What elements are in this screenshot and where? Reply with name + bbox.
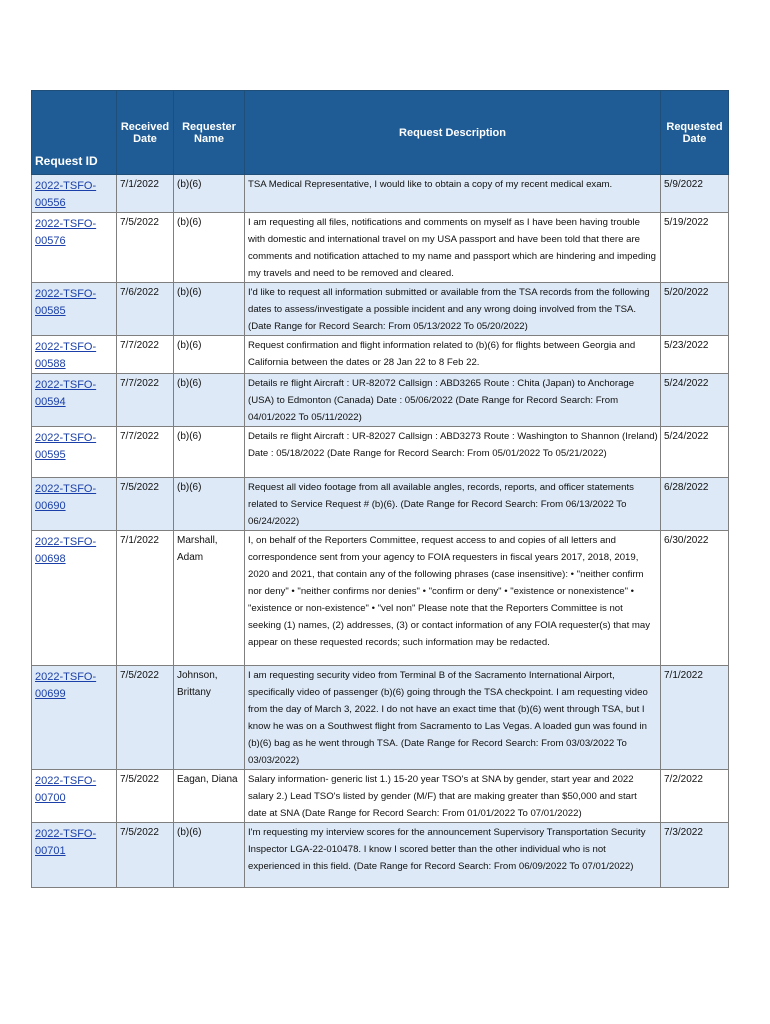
table-row: [32, 823, 729, 888]
requester-name: Eagan, Diana: [174, 770, 245, 823]
foia-request-log: [31, 90, 728, 888]
header-request-id: Request ID: [32, 91, 117, 175]
request-table: [31, 90, 729, 888]
request-description: I'm requesting my interview scores for the announcement Supervisory Transportation Security Inspector LGA-22-010478. I know I scored better than the other individual who is not experienced in this field. (Date Range for Record Search: From 06/09/2022 To 07/01/2022): [245, 823, 661, 888]
requester-name: (b)(6): [174, 175, 245, 213]
received-date: 7/1/2022: [117, 531, 174, 666]
table-row: [32, 478, 729, 531]
request-id-link[interactable]: 2022-TSFO-00595: [32, 427, 117, 478]
requested-date: 5/23/2022: [661, 336, 729, 374]
header-request-description: Request Description: [245, 91, 661, 175]
requested-date: 7/3/2022: [661, 823, 729, 888]
table-row: [32, 666, 729, 770]
request-id-link[interactable]: 2022-TSFO-00701: [32, 823, 117, 888]
request-description: I, on behalf of the Reporters Committee, request access to and copies of all letters and correspondence sent from your agency to FOIA requesters in fiscal years 2017, 2018, 2019, 2020 and 2021, that contain any of the following phrases (case insensitive): • "neither confirm nor deny" • "neither confirms nor denies" • "confirm or deny" • "existence or nonexistence" • "existence or non-existence" • "vel non" Please note that the Reporters Committee is not seeking (1) names, (2) addresses, (3) or contact information of any FOIA requester(s) that may appear on these requested records; such information may be redacted.: [245, 531, 661, 666]
received-date: 7/5/2022: [117, 666, 174, 770]
request-description: Request all video footage from all available angles, records, reports, and officer statements related to Service Request # (b)(6). (Date Range for Record Search: From 06/13/2022 To 06/24/2022): [245, 478, 661, 531]
header-received-date: Received Date: [117, 91, 174, 175]
table-row: [32, 770, 729, 823]
table-row: [32, 175, 729, 213]
request-id-link[interactable]: 2022-TSFO-00556: [32, 175, 117, 213]
received-date: 7/6/2022: [117, 283, 174, 336]
requester-name: (b)(6): [174, 283, 245, 336]
requested-date: 6/30/2022: [661, 531, 729, 666]
header-requested-date: Requested Date: [661, 91, 729, 175]
requester-name: (b)(6): [174, 823, 245, 888]
table-row: [32, 374, 729, 427]
request-description: Salary information- generic list 1.) 15-20 year TSO's at SNA by gender, start year and 2022 salary 2.) Lead TSO's listed by gender (M/F) that are making greater than $50,000 and start date at SNA (Date Range for Record Search: From 01/01/2022 To 07/01/2022): [245, 770, 661, 823]
table-row: [32, 213, 729, 283]
request-id-link[interactable]: 2022-TSFO-00700: [32, 770, 117, 823]
requested-date: 5/20/2022: [661, 283, 729, 336]
requester-name: (b)(6): [174, 427, 245, 478]
request-description: Details re flight Aircraft : UR-82072 Callsign : ABD3265 Route : Chita (Japan) to Anchorage (USA) to Edmonton (Canada) Date : 05/06/2022 (Date Range for Record Search: From 04/01/2022 To 05/11/2022): [245, 374, 661, 427]
request-id-link[interactable]: 2022-TSFO-00585: [32, 283, 117, 336]
received-date: 7/5/2022: [117, 823, 174, 888]
table-row: [32, 336, 729, 374]
requester-name: (b)(6): [174, 374, 245, 427]
table-row: [32, 427, 729, 478]
header-row: [32, 91, 729, 175]
requester-name: Marshall, Adam: [174, 531, 245, 666]
request-id-link[interactable]: 2022-TSFO-00594: [32, 374, 117, 427]
request-id-link[interactable]: 2022-TSFO-00576: [32, 213, 117, 283]
received-date: 7/7/2022: [117, 374, 174, 427]
request-id-link[interactable]: 2022-TSFO-00699: [32, 666, 117, 770]
request-description: Details re flight Aircraft : UR-82027 Callsign : ABD3273 Route : Washington to Shannon (Ireland) Date : 05/18/2022 (Date Range for Record Search: From 05/01/2022 To 05/21/2022): [245, 427, 661, 478]
request-id-link[interactable]: 2022-TSFO-00698: [32, 531, 117, 666]
header-requester-name: Requester Name: [174, 91, 245, 175]
requested-date: 6/28/2022: [661, 478, 729, 531]
requester-name: (b)(6): [174, 478, 245, 531]
requested-date: 5/24/2022: [661, 427, 729, 478]
request-description: TSA Medical Representative, I would like to obtain a copy of my recent medical exam.: [245, 175, 661, 213]
received-date: 7/7/2022: [117, 336, 174, 374]
received-date: 7/5/2022: [117, 213, 174, 283]
requested-date: 5/9/2022: [661, 175, 729, 213]
request-description: I am requesting security video from Terminal B of the Sacramento International Airport, specifically video of passenger (b)(6) going through the TSA checkpoint. I am requesting video from the day of March 3, 2022. I do not have an exact time that (b)(6) went through TSA, but I know he was on a Southwest flight from Sacramento to Las Vegas. A loaded gun was found in (b)(6) bag as he went through TSA. (Date Range for Record Search: From 03/03/2022 To 03/03/2022): [245, 666, 661, 770]
requested-date: 7/1/2022: [661, 666, 729, 770]
requester-name: Johnson, Brittany: [174, 666, 245, 770]
requested-date: 5/19/2022: [661, 213, 729, 283]
requester-name: (b)(6): [174, 336, 245, 374]
request-description: I am requesting all files, notifications and comments on myself as I have been having trouble with domestic and international travel on my USA passport and have been told that there are comments and notification attached to my name and passport which are hindering and impeding my travels and need to be removed and cleared.: [245, 213, 661, 283]
table-row: [32, 283, 729, 336]
received-date: 7/7/2022: [117, 427, 174, 478]
received-date: 7/1/2022: [117, 175, 174, 213]
received-date: 7/5/2022: [117, 770, 174, 823]
received-date: 7/5/2022: [117, 478, 174, 531]
requested-date: 5/24/2022: [661, 374, 729, 427]
table-row: [32, 531, 729, 666]
requested-date: 7/2/2022: [661, 770, 729, 823]
requester-name: (b)(6): [174, 213, 245, 283]
request-id-link[interactable]: 2022-TSFO-00588: [32, 336, 117, 374]
request-description: I'd like to request all information submitted or available from the TSA records from the following dates to assess/investigate a possible incident and any wrong doing involved from the TSA. (Date Range for Record Search: From 05/13/2022 To 05/20/2022): [245, 283, 661, 336]
request-description: Request confirmation and flight information related to (b)(6) for flights between Georgia and California between the dates or 28 Jan 22 to 8 Feb 22.: [245, 336, 661, 374]
request-id-link[interactable]: 2022-TSFO-00690: [32, 478, 117, 531]
